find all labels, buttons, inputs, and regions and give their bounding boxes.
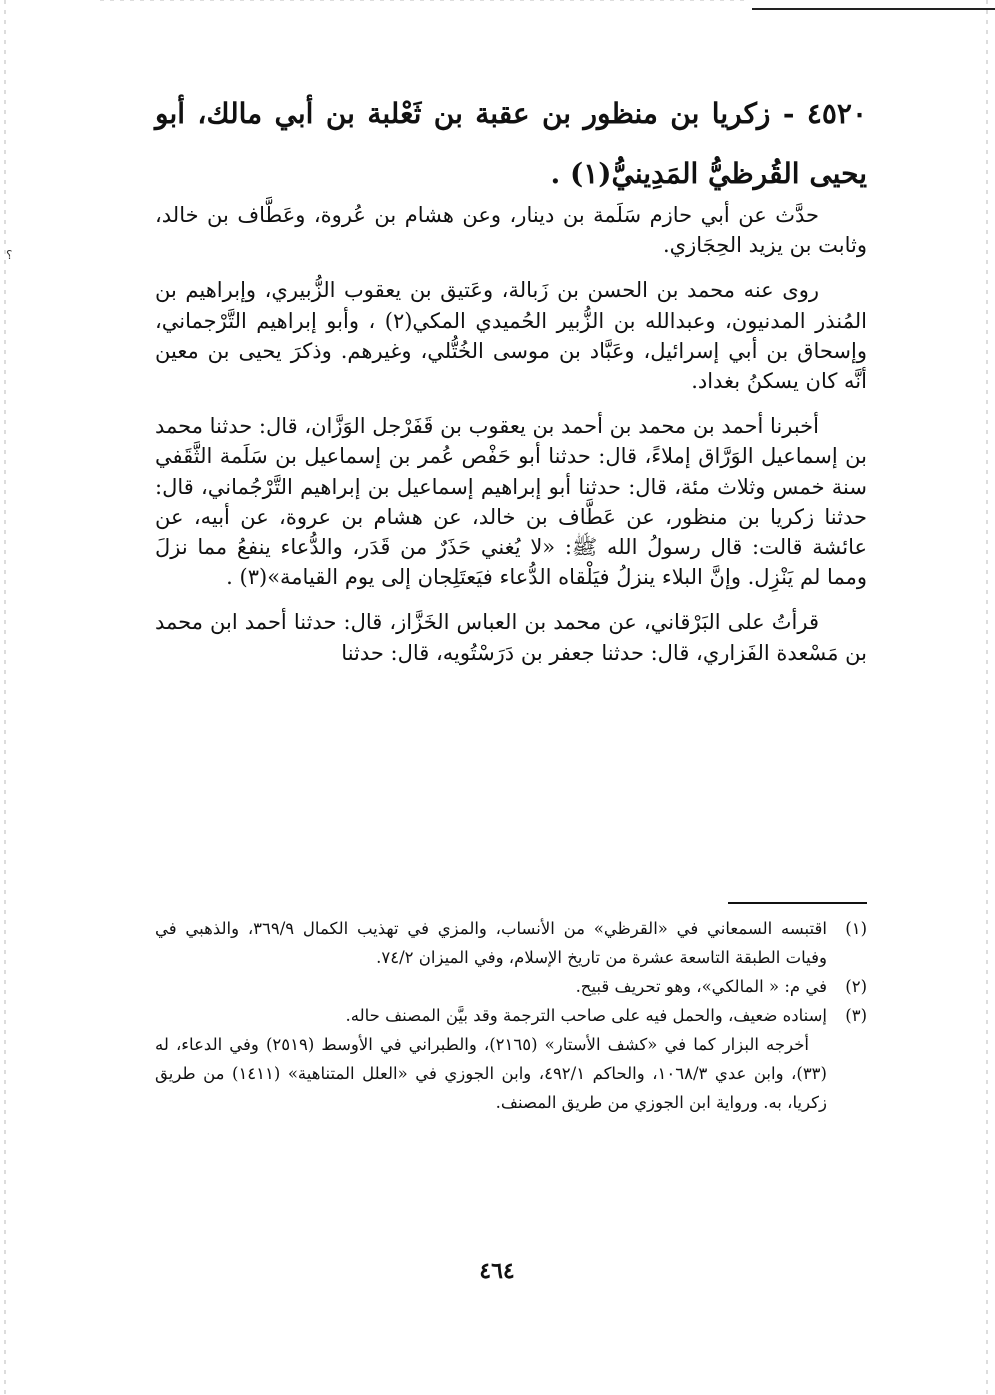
footnote-text: إسناده ضعيف، والحمل فيه على صاحب الترجمة وقد بيَّن المصنف حاله. xyxy=(345,1006,827,1025)
footnote-3-continuation: أخرجه البزار كما في «كشف الأستار» (٢١٦٥)، والطبراني في الأوسط (٢٥١٩) وفي الدعاء، له (٣٣)، وابن عدي ١٠٦٨/٣، والحاكم ٤٩٢/١، وابن الجوزي في «العلل المتناهية» (١٤١١) من طريق زكريا، به. ورواية ابن الجوزي من طريق المصنف. xyxy=(155,1035,827,1112)
scan-border-right xyxy=(986,0,988,1395)
paragraph-narrated-from: حدَّث عن أبي حازم سَلَمة بن دينار، وعن هشام بن عُروة، وعَطَّاف بن خالد، وثابت بن يزيد الحِجَازي. xyxy=(155,203,867,258)
footnote-separator xyxy=(728,902,867,904)
footnote-number: (٣) xyxy=(845,1006,867,1025)
footnote-number: (٢) xyxy=(845,977,867,996)
footnote-text: اقتبسه السمعاني في «القرظي» من الأنساب، والمزي في تهذيب الكمال ٣٦٩/٩، والذهبي في وفيات الطبقة التاسعة عشرة من تاريخ الإسلام، وفي الميزان ٧٤/٢. xyxy=(155,919,827,967)
footnote-3 xyxy=(155,1001,867,1030)
paragraph-narrated-by: روى عنه محمد بن الحسن بن زَبالة، وعَتيق بن يعقوب الزُّبيري، وإبراهيم بن المُنذر المدنيون، وعبدالله بن الزُّبير الحُميدي المكي(٢) ، وأبو إبراهيم التَّرْجماني، وإسحاق بن أبي إسرائيل، وعَبَّاد بن موسى الخُتُّلي، وغيرهم. وذكرَ يحيى بن معين أنَّه كان يسكنُ بغداد. xyxy=(155,278,867,394)
paragraph-reading: قرأتُ على البَرْقاني، عن محمد بن العباس الخَزَّاز، قال: حدثنا أحمد ابن محمد بن مَسْعدة الفَزاري، قال: حدثنا جعفر بن دَرَسْتُويه، قال: حدثنا xyxy=(155,610,867,665)
footnote-1 xyxy=(155,914,867,972)
scan-border-top xyxy=(100,0,750,1)
margin-mark: ؟ xyxy=(6,248,13,262)
paragraph-hadith: أخبرنا أحمد بن محمد بن أحمد بن يعقوب بن قَفَرْجل الوَزَّان، قال: حدثنا محمد بن إسماعيل الوَرَّاق إملاءً، قال: حدثنا أبو حَفْص عُمر بن إسماعيل بن سَلَمة الثَّقَفي سنة خمس وثلاث مئة، قال: حدثنا أبو إبراهيم إسماعيل بن إبراهيم التَّرْجُماني، قال: حدثنا زكريا بن منظور، عن عَطَّاف بن خالد، عن هشام بن عروة، عن أبيه، عن عائشة قالت: قال رسولُ الله ﷺ: «لا يُغني حَذَرٌ من قَدَر، والدُّعاء ينفعُ مما نزلَ ومما لم يَنْزِل. وإنَّ البلاء ينزلُ فيَلْقاه الدُّعاء فيَعتَلِجان إلى يوم القيامة»(٣) . xyxy=(155,414,867,590)
entry-heading: ٤٥٢٠ - زكريا بن منظور بن عقبة بن ثَعْلبة بن أبي مالك، أبو يحيى القُرظيُّ المَدِينيُّ(١) . xyxy=(155,97,867,190)
page-top-rule xyxy=(752,8,995,10)
footnote-text: في م: « المالكي»، وهو تحريف قبيح. xyxy=(575,977,827,996)
page-number: ٤٦٤ xyxy=(479,1258,515,1284)
footnotes xyxy=(155,914,867,1117)
footnote-number: (١) xyxy=(845,919,867,938)
body-text xyxy=(155,200,867,683)
footnote-2 xyxy=(155,972,867,1001)
scan-border-left xyxy=(4,0,6,1395)
